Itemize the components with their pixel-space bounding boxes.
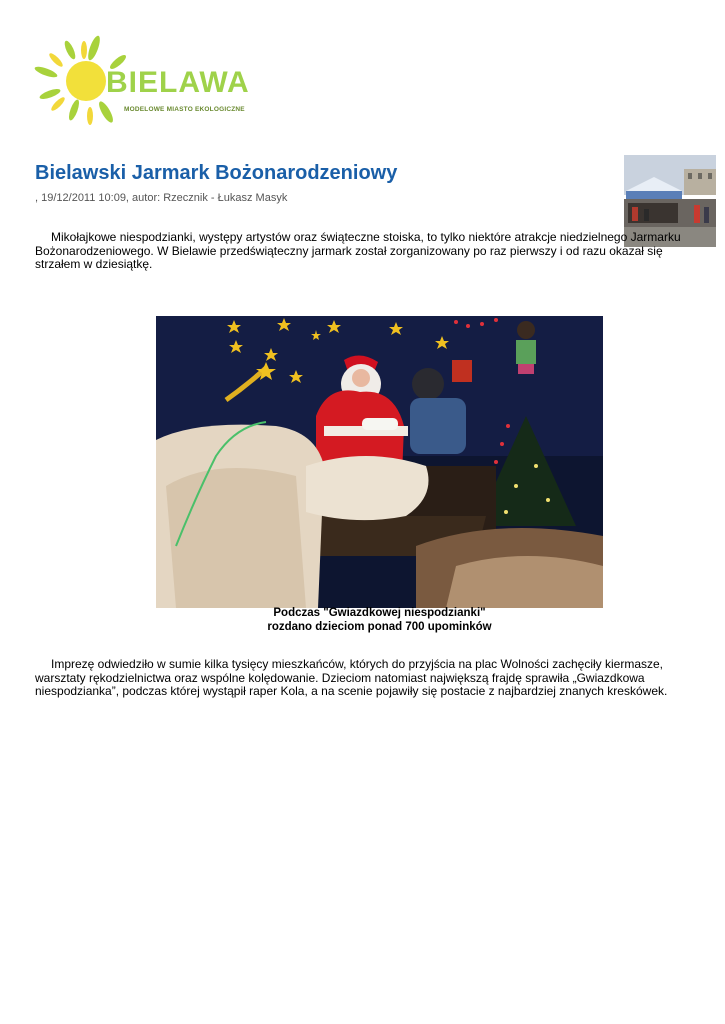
bielawa-logo[interactable] <box>32 34 252 126</box>
article-meta: , 19/12/2011 10:09, autor: Rzecznik - Łukasz Masyk <box>35 192 288 204</box>
photo-caption <box>156 606 603 634</box>
article-paragraph-1: Mikołajkowe niespodzianki, występy artystów oraz świąteczne stoiska, to tylko niektóre atrakcje niedzielnego Jarmarku Bożonarodzeniowego. W Bielawie przedświąteczny jarmark został zorganizowany po raz pierwszy i od razu okazał się strzałem w dziesiątkę. <box>35 230 681 271</box>
caption-line-1: Podczas "Gwiazdkowej niespodzianki" <box>273 607 486 619</box>
logo-tagline: MODELOWE MIASTO EKOLOGICZNE <box>124 106 245 113</box>
caption-line-2: rozdano dzieciom ponad 700 upominków <box>267 621 492 633</box>
article-title: Bielawski Jarmark Bożonarodzeniowy <box>35 162 398 184</box>
santa-sleigh-photo <box>156 316 603 608</box>
article-paragraph-2: Imprezę odwiedziło w sumie kilka tysięcy mieszkańców, których do przyjścia na plac Wolności zachęciły kiermasze, warsztaty rękodzielnictwa oraz wspólne kolędowanie. Dzieciom natomiast największą frajdę sprawiła „Gwiazdkowa niespodzianka”, podczas której wystąpił raper Kola, a na scenie pojawiły się postacie z najbardziej znanych kreskówek. <box>35 657 668 698</box>
logo-wordmark: BIELAWA <box>106 66 250 99</box>
